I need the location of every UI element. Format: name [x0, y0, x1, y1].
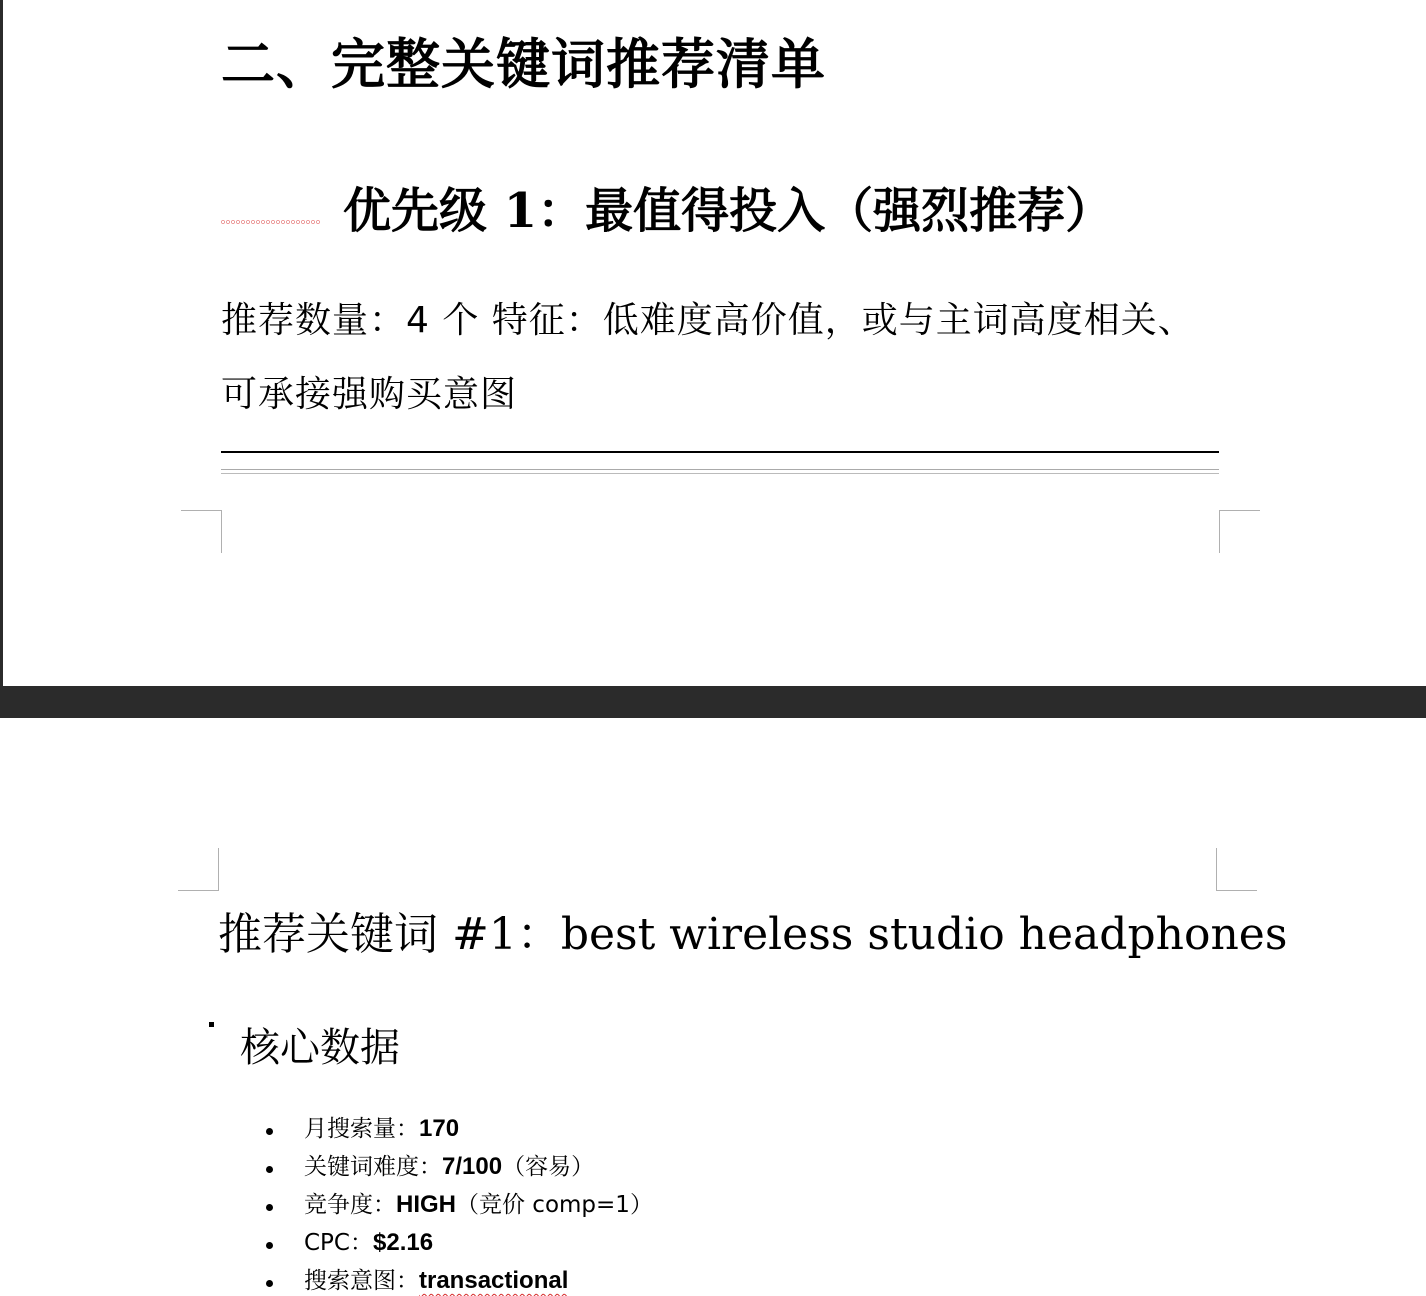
core-data-heading: 核心数据	[240, 1025, 400, 1071]
metric-value: transactional	[419, 1267, 569, 1294]
list-item	[266, 1186, 653, 1224]
list-item	[266, 1148, 653, 1186]
priority-heading: 优先级 1：最值得投入（强烈推荐）	[343, 183, 1114, 239]
list-item	[266, 1224, 653, 1262]
metric-label: CPC：	[304, 1230, 373, 1256]
horizontal-rule-shadow	[221, 469, 1219, 470]
page-margin-corner-top-left	[178, 848, 219, 891]
summary-line-1: 推荐数量：4 个 特征：低难度高价值，或与主词高度相关、	[221, 300, 1195, 341]
document-page-2	[0, 718, 1426, 1296]
section-heading: 二、完整关键词推荐清单	[221, 32, 826, 96]
metric-label: 竞争度：	[304, 1192, 396, 1218]
metric-note: （竞价 comp=1）	[456, 1192, 653, 1218]
page-margin-corner-bottom-right	[1219, 510, 1260, 553]
keyword-title: 推荐关键词 #1：best wireless studio headphones	[218, 909, 1288, 960]
metric-value: HIGH	[396, 1191, 456, 1218]
metric-label: 搜索意图：	[304, 1268, 419, 1294]
metric-value: 170	[419, 1115, 460, 1142]
metrics-list	[266, 1110, 653, 1296]
list-item	[266, 1262, 653, 1296]
page-margin-corner-bottom-left	[181, 510, 222, 553]
metric-note: （容易）	[502, 1154, 595, 1180]
page-margin-corner-top-right	[1216, 848, 1257, 891]
summary-line-2: 可承接强购买意图	[221, 374, 518, 415]
page-gap	[0, 686, 1426, 718]
metric-value: $2.16	[373, 1229, 434, 1256]
metric-value: 7/100	[442, 1153, 503, 1180]
metric-label: 月搜索量：	[304, 1116, 419, 1142]
horizontal-rule-shadow-2	[221, 473, 1219, 474]
metric-label: 关键词难度：	[304, 1154, 442, 1180]
spellcheck-underline	[221, 220, 321, 228]
horizontal-rule	[221, 451, 1219, 453]
list-item	[266, 1110, 653, 1148]
paragraph-mark	[209, 1022, 214, 1027]
